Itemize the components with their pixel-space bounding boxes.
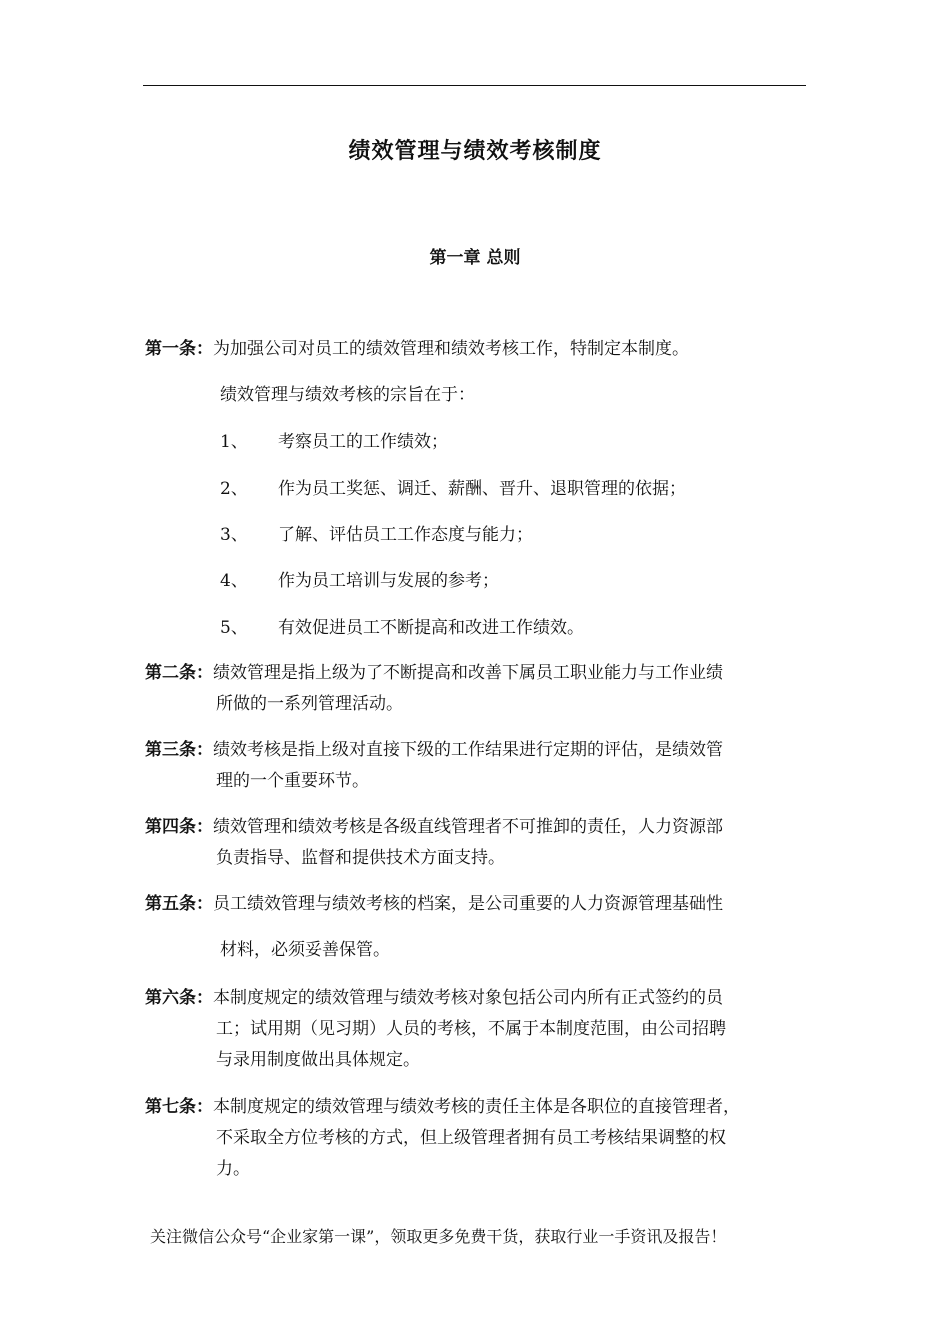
purpose-text: 了解、评估员工工作态度与能力；: [278, 525, 533, 545]
article-text: 绩效管理和绩效考核是各级直线管理者不可推卸的责任，人力资源部: [213, 817, 723, 837]
article-label: 第五条：: [145, 894, 213, 914]
article-2: [145, 661, 723, 685]
purpose-intro: 绩效管理与绩效考核的宗旨在于：: [220, 385, 475, 405]
purpose-item: [220, 430, 448, 454]
document-title: 绩效管理与绩效考核制度: [348, 139, 602, 164]
article-label: 第三条：: [145, 740, 213, 760]
article-text: 与录用制度做出具体规定。: [216, 1050, 420, 1070]
article-text: 力。: [216, 1159, 250, 1179]
article-text: 不采取全方位考核的方式，但上级管理者拥有员工考核结果调整的权: [216, 1128, 726, 1148]
purpose-text: 考察员工的工作绩效；: [278, 432, 448, 452]
article-1: [145, 337, 689, 361]
article-text: 本制度规定的绩效管理与绩效考核对象包括公司内所有正式签约的员: [213, 988, 723, 1008]
article-label: 第一条：: [145, 339, 213, 359]
article-3: [145, 738, 723, 762]
article-label: 第二条：: [145, 663, 213, 683]
purpose-number: 4、: [220, 571, 248, 591]
article-text: 绩效管理是指上级为了不断提高和改善下属员工职业能力与工作业绩: [213, 663, 723, 683]
purpose-text: 有效促进员工不断提高和改进工作绩效。: [278, 618, 584, 638]
article-6: [145, 986, 723, 1010]
article-label: 第七条：: [145, 1097, 213, 1117]
article-text: 材料，必须妥善保管。: [220, 940, 390, 960]
article-7: [145, 1095, 740, 1119]
article-text: 员工绩效管理与绩效考核的档案，是公司重要的人力资源管理基础性: [213, 894, 723, 914]
purpose-text: 作为员工培训与发展的参考；: [278, 571, 499, 591]
purpose-item: [220, 523, 533, 547]
article-text: 理的一个重要环节。: [216, 771, 369, 791]
article-label: 第四条：: [145, 817, 213, 837]
purpose-number: 5、: [220, 618, 248, 638]
article-4: [145, 815, 723, 839]
purpose-text: 作为员工奖惩、调迁、薪酬、晋升、退职管理的依据；: [278, 479, 686, 499]
footer-note: 关注微信公众号“企业家第一课”，领取更多免费干货，获取行业一手资讯及报告！: [150, 1227, 727, 1246]
article-text: 负责指导、监督和提供技术方面支持。: [216, 848, 505, 868]
article-label: 第六条：: [145, 988, 213, 1008]
purpose-item: [220, 569, 499, 593]
purpose-item: [220, 477, 686, 501]
purpose-number: 3、: [220, 525, 248, 545]
article-text: 所做的一系列管理活动。: [216, 694, 403, 714]
purpose-item: [220, 616, 584, 640]
purpose-number: 1、: [220, 432, 248, 452]
chapter-heading: 第一章 总则: [429, 248, 521, 268]
article-text: 绩效考核是指上级对直接下级的工作结果进行定期的评估，是绩效管: [213, 740, 723, 760]
header-rule: [143, 85, 806, 86]
article-text: 本制度规定的绩效管理与绩效考核的责任主体是各职位的直接管理者，: [213, 1097, 740, 1117]
purpose-number: 2、: [220, 479, 248, 499]
article-5: [145, 892, 723, 916]
article-text: 工；试用期（见习期）人员的考核，不属于本制度范围，由公司招聘: [216, 1019, 726, 1039]
article-text: 为加强公司对员工的绩效管理和绩效考核工作，特制定本制度。: [213, 339, 689, 359]
